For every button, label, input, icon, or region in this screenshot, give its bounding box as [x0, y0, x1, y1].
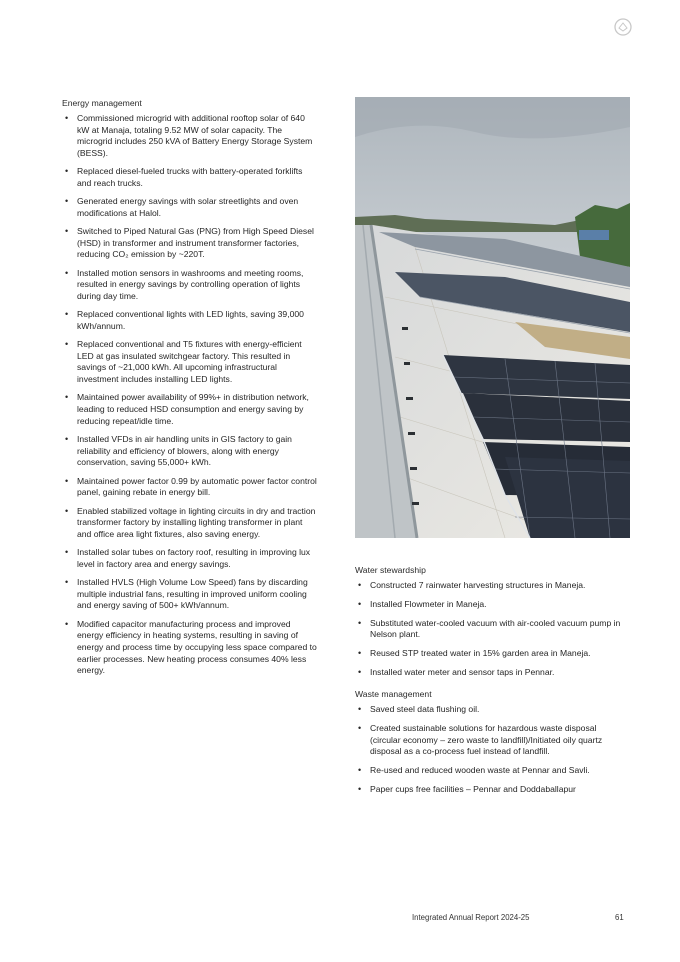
energy-management-title: Energy management: [62, 98, 142, 108]
water-stewardship-list: [355, 580, 627, 678]
list-item: • Re-used and reduced wooden waste at Pennar and Savli.: [355, 765, 627, 777]
report-title-footer: Integrated Annual Report 2024-25: [412, 913, 530, 922]
list-item: • Constructed 7 rainwater harvesting structures in Maneja.: [355, 580, 627, 592]
list-item: • Replaced diesel-fueled trucks with battery-operated forklifts and reach trucks.: [62, 166, 318, 189]
list-item: • Replaced conventional lights with LED lights, saving 39,000 kWh/annum.: [62, 309, 318, 332]
list-item: • Enabled stabilized voltage in lighting circuits in dry and traction transformer factory by installing lighting transformer in plant and office area light fixtures, also saving energy.: [62, 506, 318, 541]
list-item: • Generated energy savings with solar streetlights and oven modifications at Halol.: [62, 196, 318, 219]
energy-management-section: [62, 97, 318, 684]
water-waste-section: [355, 564, 627, 803]
list-item: • Installed VFDs in air handling units in GIS factory to gain reliability and efficiency of blowers, along with energy conservation, saving 55,000+ kWh.: [62, 434, 318, 469]
list-item: • Installed motion sensors in washrooms and meeting rooms, resulted in energy savings by controlling operation of lights during day time.: [62, 268, 318, 303]
energy-management-list: [62, 113, 318, 677]
list-item: • Created sustainable solutions for hazardous waste disposal (circular economy – zero waste to landfill)/Initiated oily quartz disposal as a co-process fuel instead of landfill.: [355, 723, 627, 758]
list-item: • Paper cups free facilities – Pennar and Doddaballapur: [355, 784, 627, 796]
rooftop-solar-photo: [355, 97, 630, 538]
list-item: • Modified capacitor manufacturing process and improved energy efficiency in heating systems, resulting in saving of energy and process time by occupying less space compared to earlier processes. New heating process consumes 40% less energy.: [62, 619, 318, 677]
list-item: • Installed solar tubes on factory roof, resulting in improving lux level in factory area and energy savings.: [62, 547, 318, 570]
solar-panels-illustration: [355, 97, 630, 538]
list-item: • Installed water meter and sensor taps in Pennar.: [355, 667, 627, 679]
waste-management-title: Waste management: [355, 689, 432, 700]
page-number: 61: [615, 913, 624, 922]
list-item: • Installed Flowmeter in Maneja.: [355, 599, 627, 611]
list-item: • Commissioned microgrid with additional rooftop solar of 640 kW at Manaja, totaling 9.52 MW of solar capacity. The microgrid includes 250 kVA of Battery Energy Storage System (BESS).: [62, 113, 318, 159]
list-item: • Installed HVLS (High Volume Low Speed) fans by discarding multiple industrial fans, resulting in improved uniform cooling and energy saving of 500+ kWh/annum.: [62, 577, 318, 612]
list-item: • Substituted water-cooled vacuum with air-cooled vacuum pump in Nelson plant.: [355, 618, 627, 641]
list-item: • Replaced conventional and T5 fixtures with energy-efficient LED at gas insulated switchgear factory. This resulted in savings of ~21,000 kWh. All upcoming infrastructural investment includes installing LED lights.: [62, 339, 318, 385]
list-item: • Switched to Piped Natural Gas (PNG) from High Speed Diesel (HSD) in transformer and instrument transformer factories, reducing CO₂ emission by ~220T.: [62, 226, 318, 261]
list-item: • Reused STP treated water in 15% garden area in Maneja.: [355, 648, 627, 660]
list-item: • Maintained power factor 0.99 by automatic power factor control panel, gaining rebate in energy bill.: [62, 476, 318, 499]
company-seal-icon: [613, 17, 633, 37]
water-stewardship-title: Water stewardship: [355, 565, 426, 575]
list-item: • Maintained power availability of 99%+ in distribution network, leading to reduced HSD consumption and energy saving by reducing repeat/idle time.: [62, 392, 318, 427]
waste-management-list: [355, 704, 627, 795]
list-item: • Saved steel data flushing oil.: [355, 704, 627, 716]
